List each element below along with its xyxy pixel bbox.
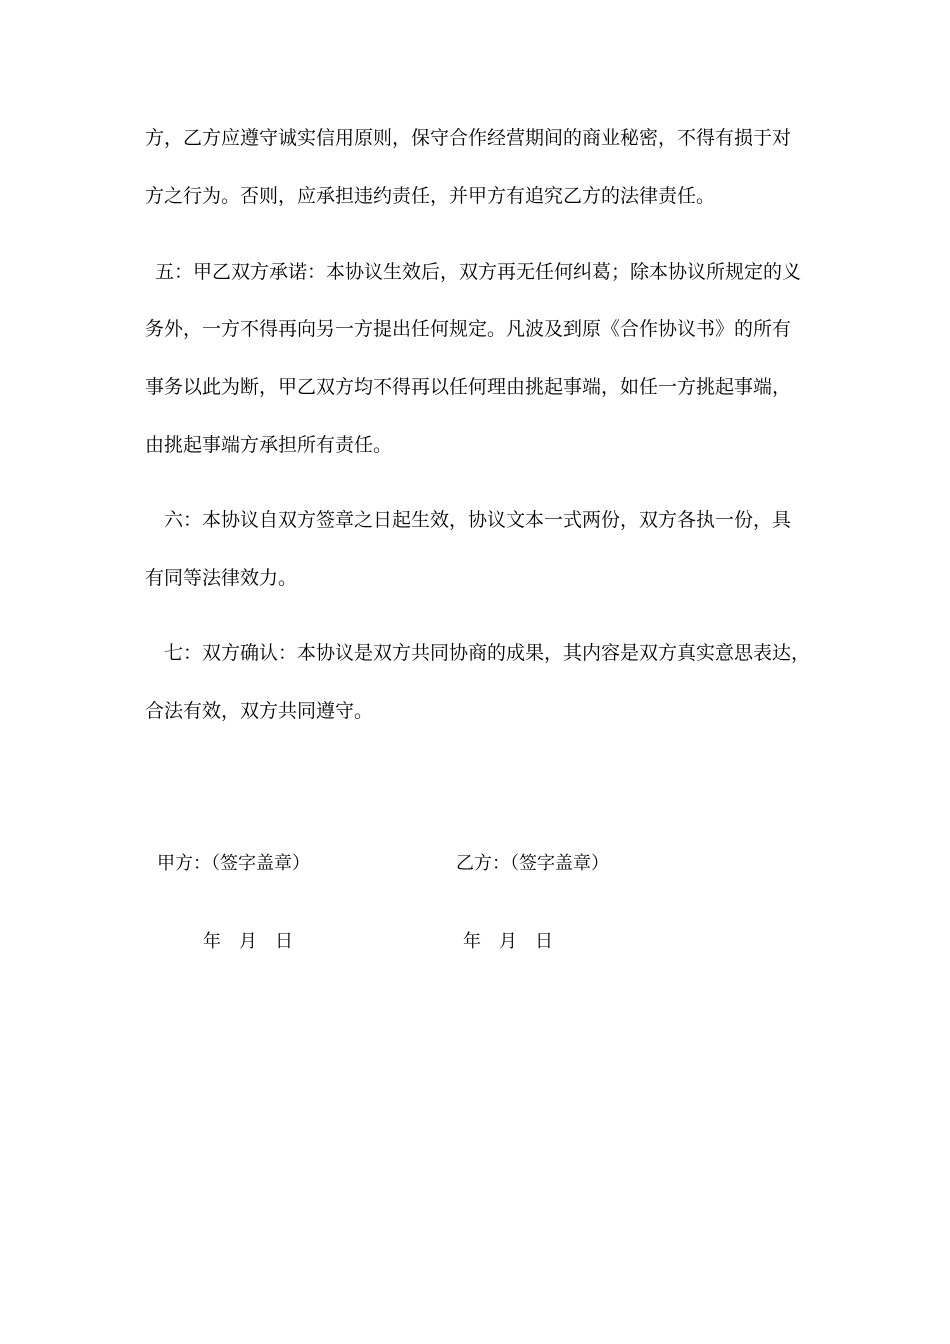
party-a-signature-label: 甲方：（签字盖章） [157, 853, 310, 874]
clause5-line-1: 五：甲乙双方承诺：本协议生效后，双方再无任何纠葛；除本协议所规定的义 [155, 261, 802, 283]
clause5-line-4: 由挑起事端方承担所有责任。 [145, 434, 393, 456]
party-a-date: 年 月 日 [203, 931, 293, 952]
clause4-line-1: 方，乙方应遵守诚实信用原则，保守合作经营期间的商业秘密，不得有损于对 [145, 127, 792, 149]
clause5-line-3: 事务以此为断，甲乙双方均不得再以任何理由挑起事端，如任一方挑起事端， [145, 376, 792, 398]
clause7-line-2: 合法有效，双方共同遵守。 [145, 700, 374, 722]
clause6-line-1: 六：本协议自双方签章之日起生效，协议文本一式两份，双方各执一份，具 [164, 509, 792, 531]
clause4-line-2: 方之行为。否则，应承担违约责任，并甲方有追究乙方的法律责任。 [145, 185, 716, 207]
clause7-line-1: 七：双方确认：本协议是双方共同协商的成果，其内容是双方真实意思表达， [164, 642, 811, 664]
clause5-line-2: 务外，一方不得再向另一方提出任何规定。凡波及到原《合作协议书》的所有 [145, 318, 792, 340]
party-b-signature-label: 乙方：（签字盖章） [456, 853, 609, 874]
clause6-line-2: 有同等法律效力。 [145, 567, 298, 589]
party-b-date: 年 月 日 [463, 931, 553, 952]
